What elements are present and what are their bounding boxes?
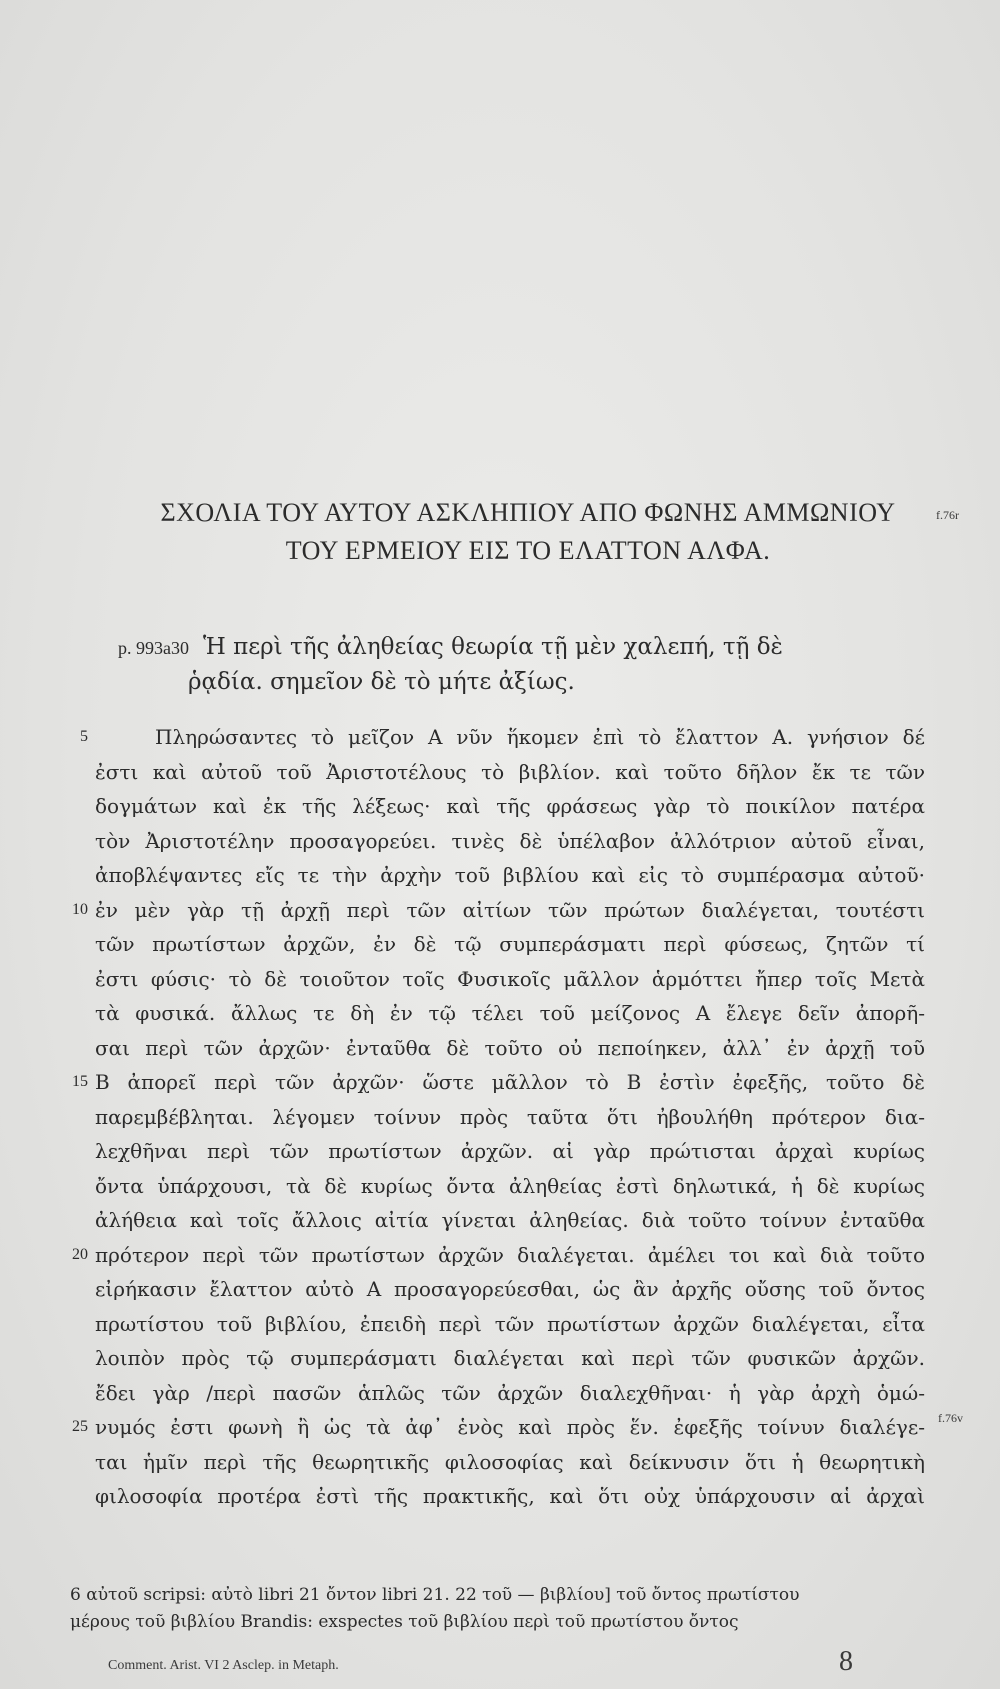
line-text: ἀλήθεια καὶ τοῖς ἄλλοις αἰτία γίνεται ἀληθείας. διὰ τοῦτο τοίνυν ἐνταῦθα [95,1208,925,1232]
page-footer [108,1646,938,1677]
text-line [95,1203,925,1238]
lemma-line-1: Ἡ περὶ τῆς ἀληθείας θεωρία τῇ μὲν χαλεπή, τῇ δὲ [203,634,783,660]
lemma-line-2: ῥᾳδία. σημεῖον δὲ τὸ μήτε ἀξίως. [188,669,575,695]
text-line [95,755,925,790]
text-line [95,996,925,1031]
line-text: ἐν μὲν γὰρ τῇ ἀρχῇ περὶ τῶν αἰτίων τῶν πρώτων διαλέγεται, τουτέστι [95,897,925,922]
page-number: 8 [839,1646,853,1677]
apparatus-line-1: 6 αὐτοῦ scripsi: αὐτὸ libri 21 ὄντον libri 21. 22 τοῦ — βιβλίου] τοῦ ὄντος πρωτίστου [70,1585,800,1605]
text-line [95,858,925,893]
running-footer: Comment. Arist. VI 2 Asclep. in Metaph. [108,1658,339,1673]
line-text: Β ἀπορεῖ περὶ τῶν ἀρχῶν· ὥστε μᾶλλον τὸ Β ἐστὶν ἐφεξῆς, τοῦτο δὲ [95,1070,925,1094]
text-line [72,1238,925,1273]
line-text: ἀποβλέψαντες εἴς τε τὴν ἀρχὴν τοῦ βιβλίου καὶ εἰς τὸ συμπέρασμα αὐτοῦ· [95,863,925,887]
line-text: τῶν πρωτίστων ἀρχῶν, ἐν δὲ τῷ συμπεράσματι περὶ φύσεως, ζητῶν τί [95,932,925,956]
text-line [95,1100,925,1135]
line-text: ἔδει γὰρ /περὶ πασῶν ἁπλῶς τῶν ἀρχῶν διαλεχθῆναι· ἡ γὰρ ἀρχὴ ὁμώ- [95,1380,925,1405]
heading-line-1: ΣΧΟΛΙΑ ΤΟΥ ΑΥΤΟΥ ΑΣΚΛΗΠΙΟΥ ΑΠΟ ΦΩΝΗΣ ΑΜΜΩΝΙΟΥ [160,498,896,527]
text-line [95,1341,925,1376]
folio-marker-top: f.76r [936,508,959,522]
text-line [95,1272,925,1307]
line-text: Πληρώσαντες τὸ μεῖζον Α νῦν ἥκομεν ἐπὶ τὸ ἔλαττον Α. γνήσιον δέ [155,725,925,749]
section-heading [118,494,938,570]
line-number: 15 [72,1073,88,1090]
line-text: παρεμβέβληται. λέγομεν τοίνυν πρὸς ταῦτα ὅτι ἠβουλήθη πρότερον δια- [95,1104,925,1129]
text-line [72,893,925,928]
line-text: φιλοσοφία προτέρα ἐστὶ τῆς πρακτικῆς, καὶ ὅτι οὐχ ὑπάρχουσιν αἱ ἀρχαὶ [95,1484,925,1508]
line-number: 25 [72,1418,88,1435]
line-text: ται ἡμῖν περὶ τῆς θεωρητικῆς φιλοσοφίας καὶ δείκνυσιν ὅτι ἡ θεωρητικὴ [95,1449,925,1474]
line-text: ἐστι φύσις· τὸ δὲ τοιοῦτον τοῖς Φυσικοῖς μᾶλλον ἁρμόττει ἤπερ τοῖς Μετὰ [95,966,925,991]
line-text: νυμός ἐστι φωνὴ ἢ ὡς τὰ ἀφ᾽ ἑνὸς καὶ πρὸς ἕν. ἐφεξῆς τοίνυν διαλέγε- [95,1415,925,1439]
line-text: σαι περὶ τῶν ἀρχῶν· ἐνταῦθα δὲ τοῦτο οὐ πεποίηκεν, ἀλλ᾽ ἐν ἀρχῇ τοῦ [95,1035,925,1060]
line-text: εἰρήκασιν ἔλαττον αὐτὸ Α προσαγορεύεσθαι, ὡς ἂν ἀρχῆς οὔσης τοῦ ὄντος [95,1277,925,1301]
text-line [95,962,925,997]
commentary-body [72,720,925,1514]
line-text: δογμάτων καὶ ἐκ τῆς λέξεως· καὶ τῆς φράσεως γὰρ τὸ ποικίλον πατέρα [95,794,925,818]
heading-line-2: ΤΟΥ ΕΡΜΕΙΟΥ ΕΙΣ ΤΟ ΕΛΑΤΤΟΝ ΑΛΦΑ. [285,536,771,565]
text-line [95,824,925,859]
line-text: πρωτίστου τοῦ βιβλίου, ἐπειδὴ περὶ τῶν πρωτίστων ἀρχῶν διαλέγεται, εἶτα [95,1311,925,1336]
text-line [95,1479,925,1514]
line-text: πρότερον περὶ τῶν πρωτίστων ἀρχῶν διαλέγεται. ἀμέλει τοι καὶ διὰ τοῦτο [95,1242,925,1267]
text-line [95,1134,925,1169]
line-number: 5 [80,728,88,745]
text-line [95,927,925,962]
text-line [95,1445,925,1480]
line-number: 10 [72,900,88,918]
apparatus-criticus [70,1582,950,1636]
folio-marker-mid: f.76v [938,1411,963,1425]
text-line [95,1031,925,1066]
lemma [118,630,918,699]
line-number: 20 [72,1245,88,1263]
text-line [80,720,925,755]
text-line [95,1169,925,1204]
line-text: λοιπὸν πρὸς τῷ συμπεράσματι διαλέγεται καὶ περὶ τῶν φυσικῶν ἀρχῶν. [95,1346,925,1370]
lemma-reference: p. 993a30 [118,638,189,658]
line-text: τὸν Ἀριστοτέλην προσαγορεύει. τινὲς δὲ ὑπέλαβον ἀλλότριον αὐτοῦ εἶναι, [95,828,925,853]
apparatus-line-2: μέρους τοῦ βιβλίου Brandis: exspectes τοῦ βιβλίου περὶ τοῦ πρωτίστου ὄντος [70,1612,739,1632]
text-line [72,1410,925,1445]
text-line [95,1307,925,1342]
text-line [95,1376,925,1411]
text-line [95,789,925,824]
line-text: τὰ φυσικά. ἄλλως τε δὴ ἐν τῷ τέλει τοῦ μείζονος Α ἔλεγε δεῖν ἀπορῆ- [95,1001,925,1025]
line-text: λεχθῆναι περὶ τῶν πρωτίστων ἀρχῶν. αἱ γὰρ πρώτισται ἀρχαὶ κυρίως [95,1139,925,1163]
line-text: ἐστι καὶ αὐτοῦ τοῦ Ἀριστοτέλους τὸ βιβλίον. καὶ τοῦτο δῆλον ἔκ τε τῶν [95,759,925,784]
text-line [72,1065,925,1100]
line-text: ὄντα ὑπάρχουσι, τὰ δὲ κυρίως ὄντα ἀληθείας ἐστὶ δηλωτικά, ἡ δὲ κυρίως [95,1173,925,1198]
